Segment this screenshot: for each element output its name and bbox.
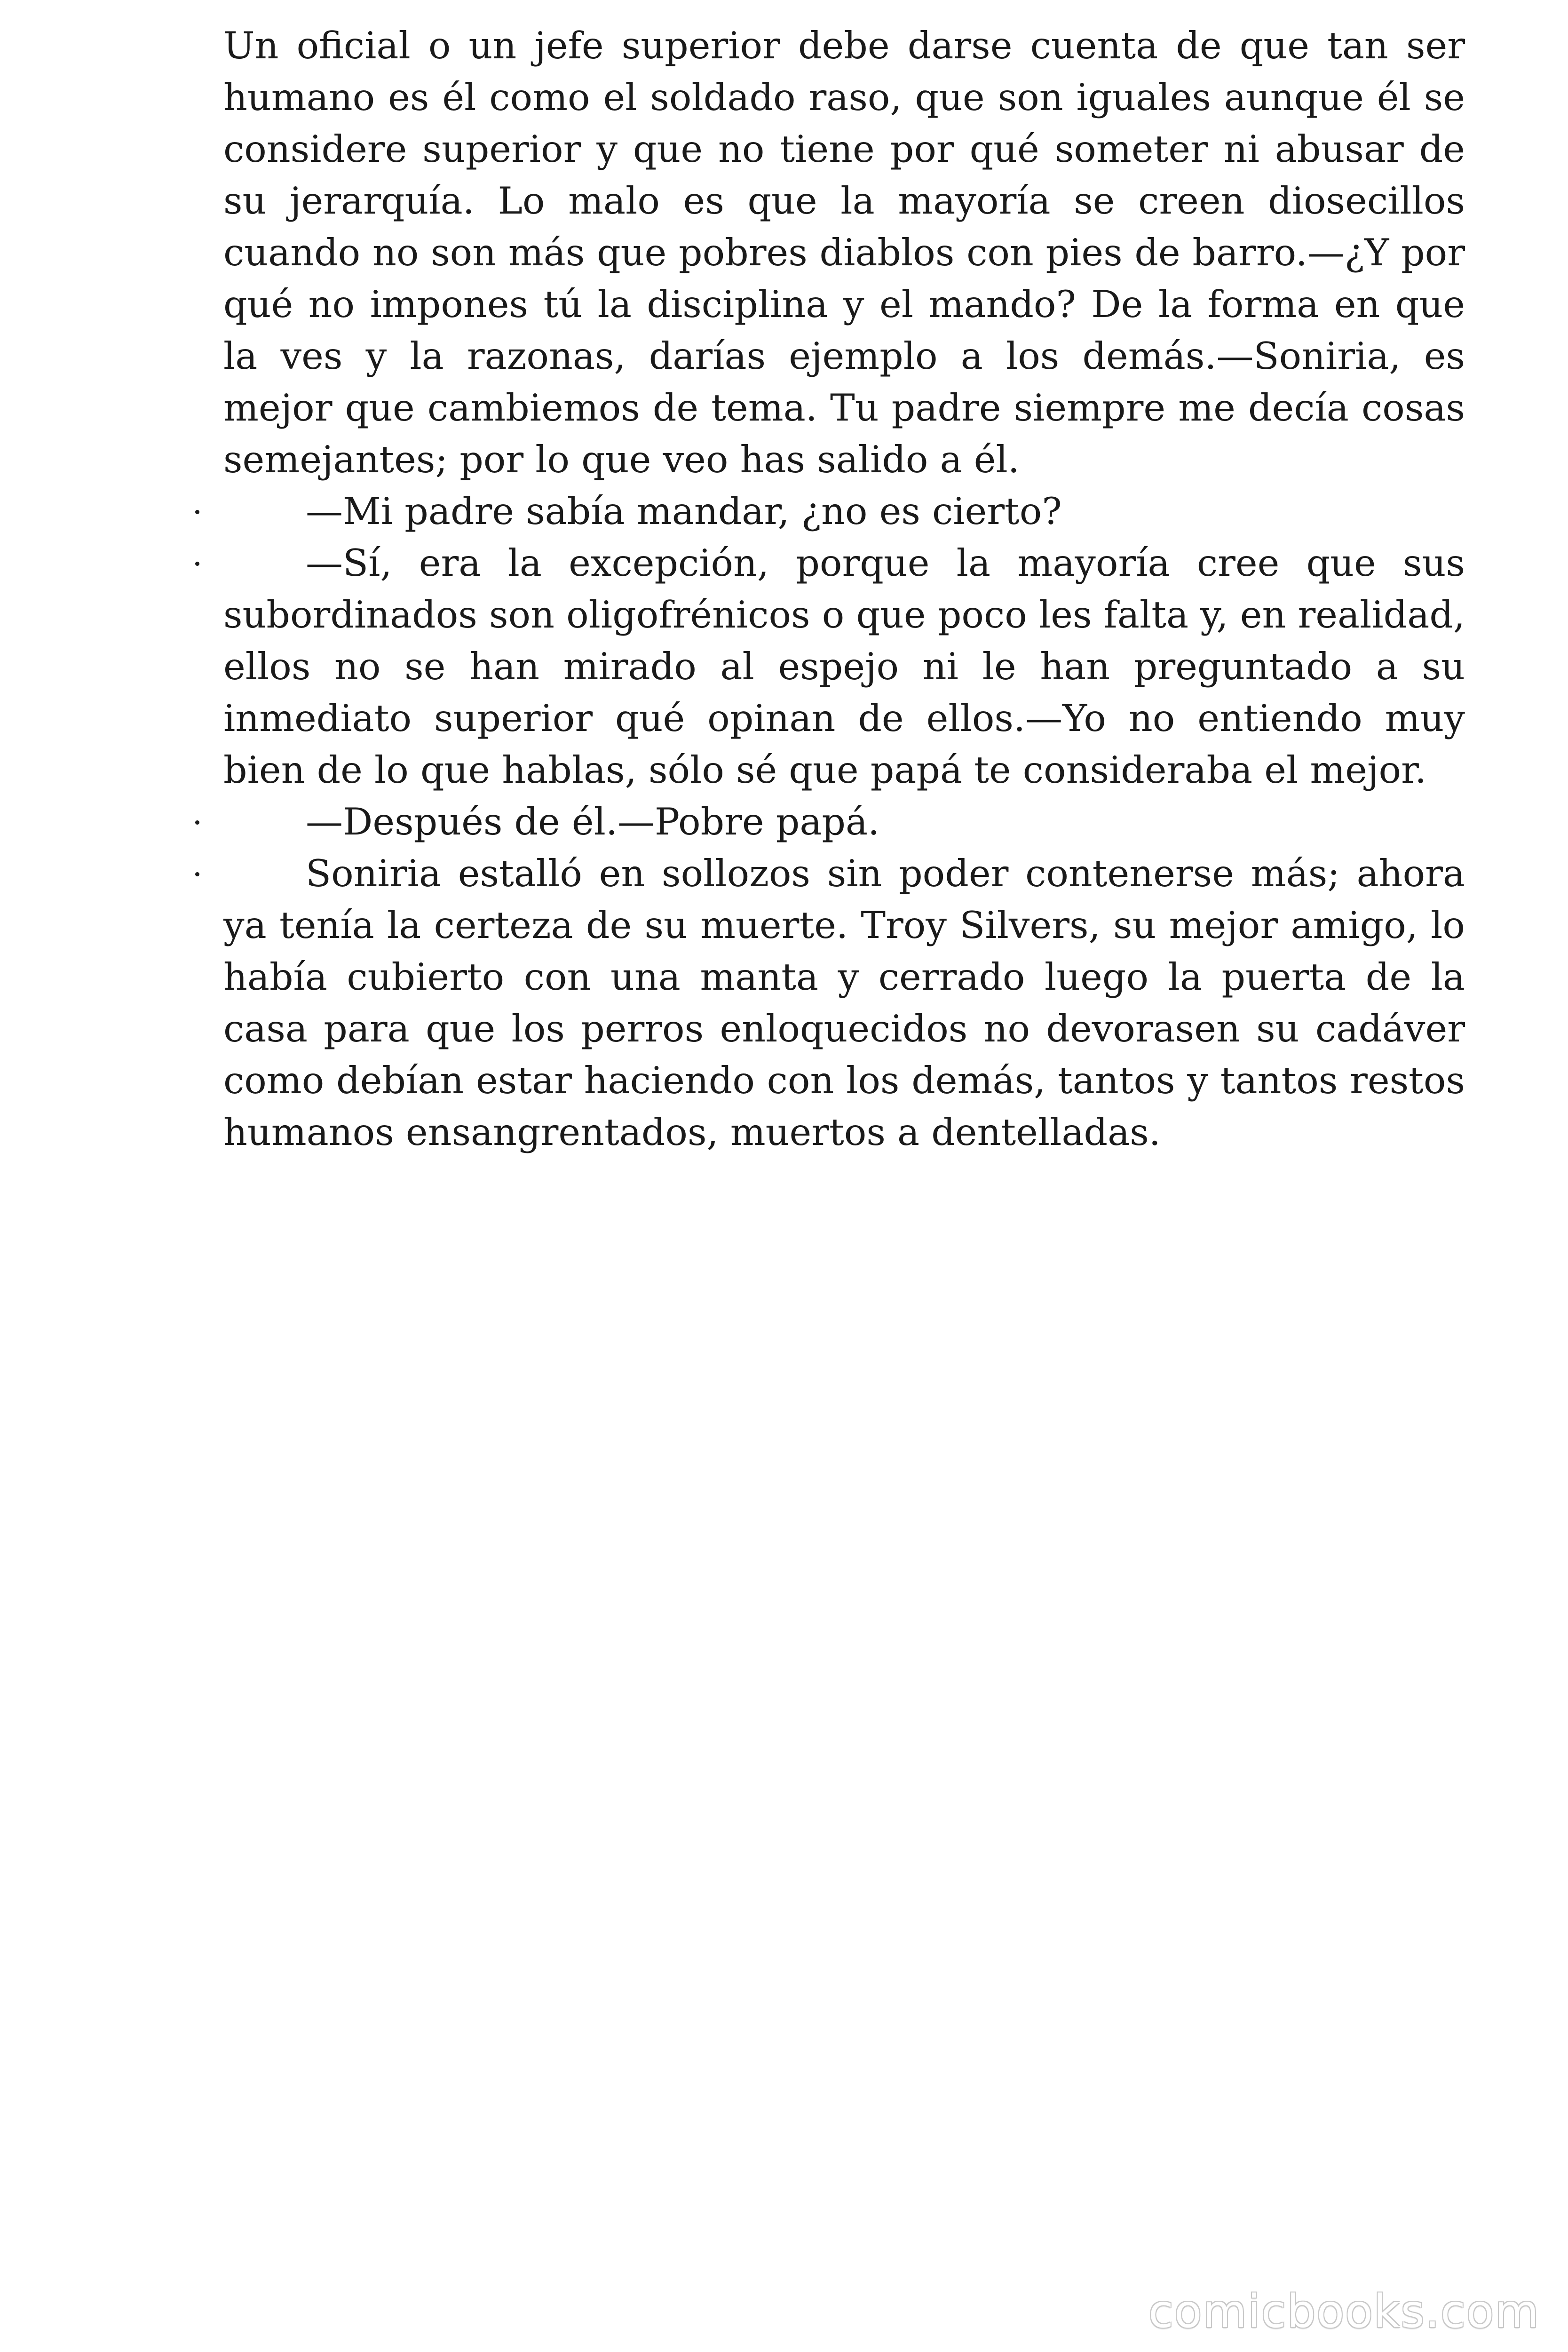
paragraph-1: Un oficial o un jefe superior debe darse cuenta de que tan ser humano es él como el soldado raso, que son iguales aunque él se considere superior y que no tiene por qué someter ni abusar de su jerarquía. Lo malo es que la mayoría se creen diosecillos cuando no son más que pobres diablos con pies de barro.—¿Y por qué no impones tú la disciplina y el mando? De la forma en que la ves y la razonas, darías ejemplo a los demás.—Soniria, es mejor que cambiemos de tema. Tu padre siempre me decía cosas semejantes; por lo que veo has salido a él. bbox=[223, 24, 1465, 481]
paragraph-4: —Después de él.—Pobre papá. bbox=[223, 796, 1465, 848]
paragraph-2: —Mi padre sabía mandar, ¿no es cierto? bbox=[223, 485, 1465, 537]
watermark-logo: comicbooks.com bbox=[1148, 2285, 1540, 2338]
document-body bbox=[223, 20, 1465, 1158]
paragraph-3: —Sí, era la excepción, porque la mayoría cree que sus subordinados son oligofrénicos o que poco les falta y, en realidad, ellos no se han mirado al espejo ni le han preguntado a su inmediato superior qué opinan de ellos.—Yo no entiendo muy bien de lo que hablas, sólo sé que papá te consideraba el mejor. bbox=[223, 537, 1465, 796]
paragraph-5: Soniria estalló en sollozos sin poder contenerse más; ahora ya tenía la certeza de su muerte. Troy Silvers, su mejor amigo, lo había cubierto con una manta y cerrado luego la puerta de la casa para que los perros enloquecidos no devorasen su cadáver como debían estar haciendo con los demás, tantos y tantos restos humanos ensangrentados, muertos a dentelladas. bbox=[223, 848, 1465, 1158]
